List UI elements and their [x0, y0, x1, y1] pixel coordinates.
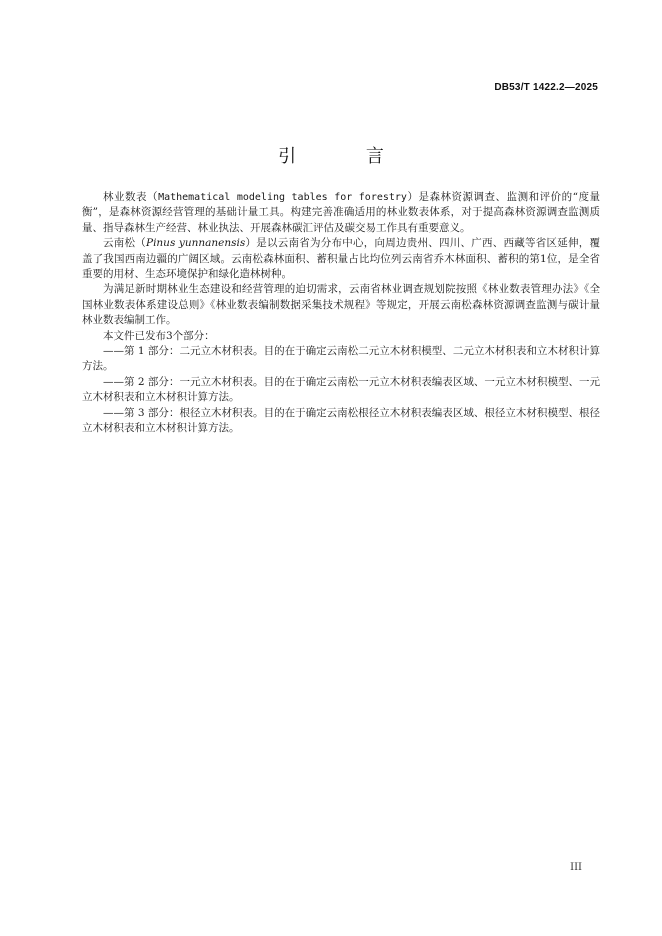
paragraph-intro-forestry-tables — [82, 190, 600, 236]
latin-name: Pinus yunnanensis — [146, 237, 246, 250]
paragraph-text: ）是森林资源调查、监测和评价的“度量衡”，是森林资源经营管理的基础计量工具。构建完善准确适用的林业数表体系，对于提高森林资源调查监测质量、指导森林生产经营、林业执法、开展森林碳汇评估及碳交易工作具有重要意义。 — [82, 191, 601, 234]
section-title: 引 言 — [278, 146, 416, 167]
page-number: III — [570, 862, 582, 873]
english-term: Mathematical modeling tables for forestry — [158, 192, 407, 203]
list-item-part-3: ——第 3 部分：根径立木材积表。目的在于确定云南松根径立木材积表编表区域、根径立木材积模型、根径立木材积表和立木材积计算方法。 — [82, 406, 600, 435]
paragraph-yunnan-pine — [82, 236, 600, 282]
body-text — [82, 190, 600, 437]
paragraph-text: 林业数表（ — [103, 191, 159, 203]
document-code: DB53/T 1422.2—2025 — [494, 82, 598, 93]
paragraph-purpose: 为满足新时期林业生态建设和经营管理的迫切需求，云南省林业调查规划院按照《林业数表管理办法》《全国林业数表体系建设总则》《林业数表编制数据采集技术规程》等规定，开展云南松森林资源调查监测与碳计量林业数表编制工作。 — [82, 283, 600, 327]
paragraph-parts-intro: 本文件已发布3个部分： — [103, 329, 215, 342]
list-item-part-2: ——第 2 部分：一元立木材积表。目的在于确定云南松一元立木材积表编表区域、一元立木材积模型、一元立木材积表和立木材积计算方法。 — [82, 375, 600, 404]
paragraph-text: 云南松（ — [103, 237, 146, 250]
paragraph-text: ）是以云南省为分布中心，向周边贵州、四川、广西、西藏等省区延伸，覆盖了我国西南边疆的广阔区域。云南松森林面积、蓄积量占比均位列云南省乔木林面积、蓄积的第1位，是全省重要的用材、生态环境保护和绿化造林树种。 — [82, 237, 601, 281]
list-item-part-1: ——第 1 部分：二元立木材积表。目的在于确定云南松二元立木材积模型、二元立木材积表和立木材积计算方法。 — [82, 345, 600, 373]
